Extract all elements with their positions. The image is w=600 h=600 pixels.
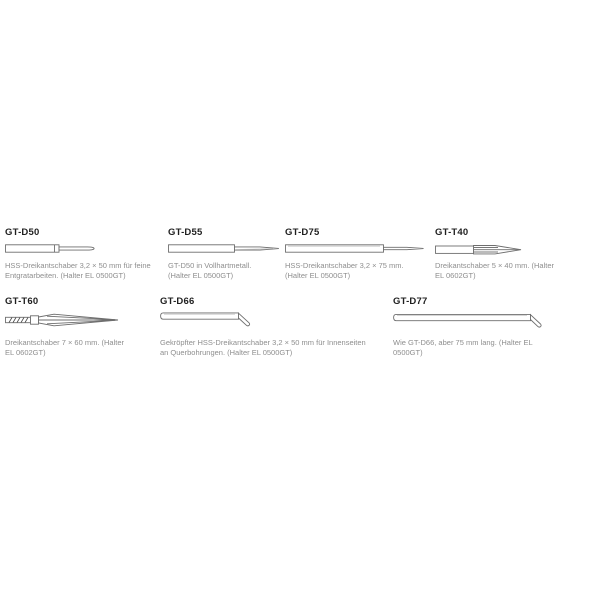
part-number: GT-T40 xyxy=(435,227,469,238)
part-description: GT-D50 in Vollhartmetall. (Halter EL 0500GT) xyxy=(168,261,252,280)
part-description: Gekröpfter HSS-Dreikantschaber 3,2 × 50 mm für Innenseiten an Querbohrungen. (Halter EL 0500GT) xyxy=(160,338,366,357)
tool-drawing-gt-d75 xyxy=(285,243,425,255)
part-description: HSS-Dreikantschaber 3,2 × 50 mm für feine Entgratarbeiten. (Halter EL 0500GT) xyxy=(5,261,151,280)
part-description: Dreikantschaber 5 × 40 mm. (Halter EL 0602GT) xyxy=(435,261,555,280)
part-number: GT-D75 xyxy=(285,227,320,238)
tool-drawing-gt-d66 xyxy=(160,311,254,331)
part-description: HSS-Dreikantschaber 3,2 × 75 mm. (Halter EL 0500GT) xyxy=(285,261,404,280)
tool-drawing-gt-t40 xyxy=(435,243,523,257)
tool-drawing-gt-d77 xyxy=(393,312,545,332)
part-number: GT-D77 xyxy=(393,296,428,307)
part-number: GT-D66 xyxy=(160,296,195,307)
tool-drawing-gt-t60 xyxy=(5,309,120,331)
tool-drawing-gt-d50 xyxy=(5,243,95,255)
part-number: GT-D55 xyxy=(168,227,203,238)
part-description: Dreikantschaber 7 × 60 mm. (Halter EL 0602GT) xyxy=(5,338,125,357)
part-number: GT-D50 xyxy=(5,227,40,238)
tool-drawing-gt-d55 xyxy=(168,243,280,255)
part-description: Wie GT-D66, aber 75 mm lang. (Halter EL 0500GT) xyxy=(393,338,533,357)
part-number: GT-T60 xyxy=(5,296,39,307)
